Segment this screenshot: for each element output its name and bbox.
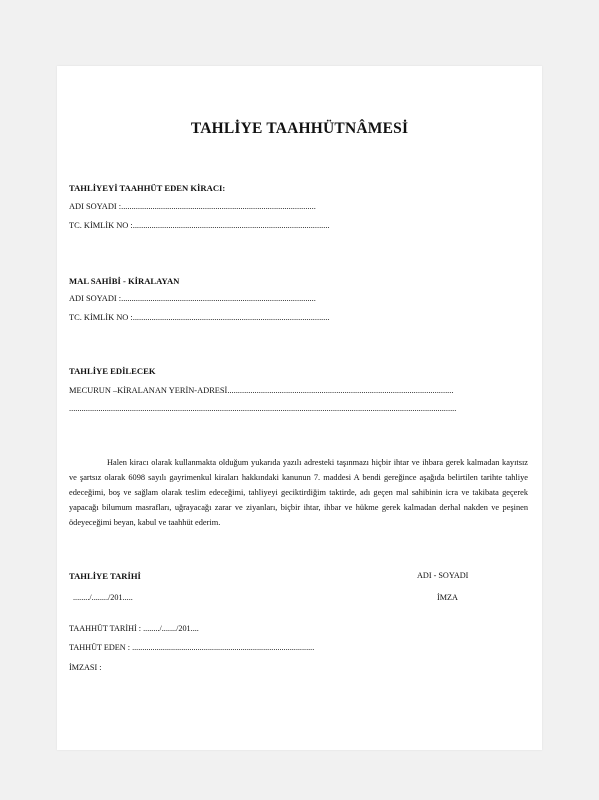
owner-id-field: TC. KİMLİK NO :.............................................................................................. — [69, 313, 330, 322]
property-address-line2: ......................................................................................................................................................................................... — [69, 404, 457, 413]
commitment-date-field: TAAHHÜT TARİHİ : ......../......./201.... — [69, 624, 199, 633]
signature-line: İMZASI : — [69, 663, 102, 672]
committed-by-field: TAHHÜT EDEN : ......................................................................................... — [69, 643, 315, 652]
tenant-name-field: ADI SOYADI :............................................................................................. — [69, 202, 316, 211]
document-sheet — [57, 66, 542, 750]
tenant-section-heading: TAHLİYEYİ TAAHHÜT EDEN KİRACI: — [69, 183, 226, 193]
document-title: TAHLİYE TAAHHÜTNÂMESİ — [190, 120, 409, 137]
commitment-paragraph: Halen kiracı olarak kullanmakta olduğum yukarıda yazılı adresteki taşınmazı hiçbir ihtar ve ihbara gerek kalmadan kayıtsız ve şartsız olarak 6098 sayılı gayrimenkul kiraları hakkındaki kanunun 7. maddesi A bendi gereğince aşağıda belirtilen tarihte tahliye edeceğimi, boş ve sağlam olarak teslim edeceğimi, tahliyeyi geciktirdiğim taktirde, adı geçen mal sahibinin icra ve takibata geçerek yapacağı bilumum masrafları, uğrayacağı zarar ve ziyanları, biçbir ihtar, ihbar ve hükme gerek kalmadan derhal nakden ve peşinen ödeyeceğimi beyan, kabul ve taahhüt ederim. — [69, 458, 528, 527]
owner-section-heading: MAL SAHİBİ - KİRALAYAN — [69, 276, 180, 286]
eviction-date-value: ......../......../201..... — [73, 593, 133, 602]
owner-name-field: ADI SOYADI :............................................................................................. — [69, 294, 316, 303]
eviction-date-heading: TAHLİYE TARİHİ — [69, 571, 141, 581]
property-address-line1: MECURUN –KİRALANAN YERİN-ADRESİ............................................................................................................ — [69, 386, 454, 395]
signature-name-label: ADI - SOYADI — [417, 571, 469, 580]
property-section-heading: TAHLİYE EDİLECEK — [69, 366, 156, 376]
tenant-id-field: TC. KİMLİK NO :.............................................................................................. — [69, 221, 330, 230]
signature-label: İMZA — [437, 593, 458, 602]
